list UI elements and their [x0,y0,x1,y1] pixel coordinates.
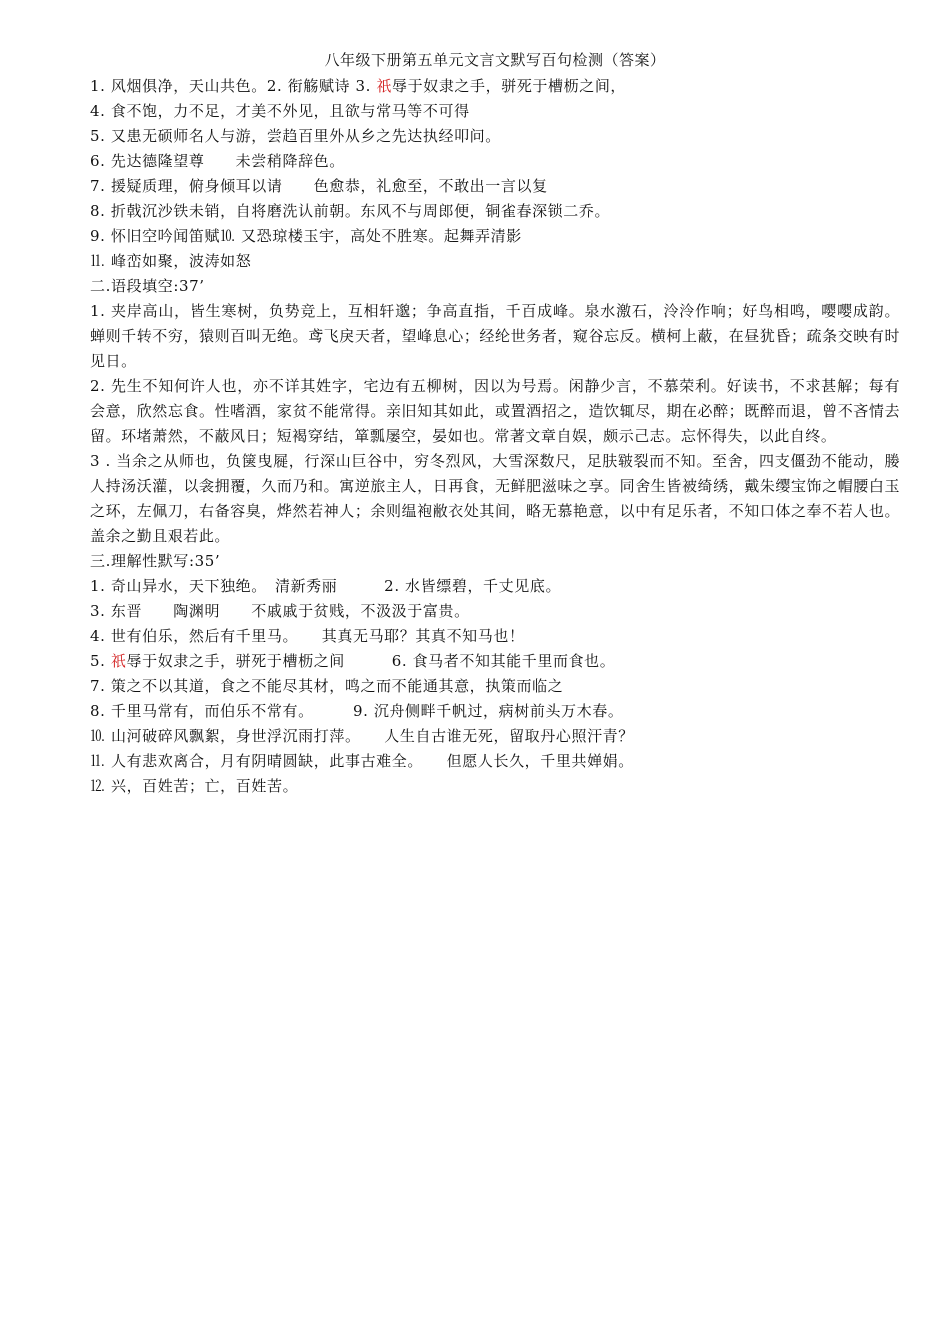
answer-line: 5. 又患无硕师名人与游，尝趋百里外从乡之先达执经叩问。 [90,127,501,145]
answer-line: 1. 奇山异水，天下独绝。 清新秀丽 2. 水皆缥碧，千丈见底。 [90,577,562,595]
answer-line: 3. 东晋 陶渊明 不戚戚于贫贱，不汲汲于富贵。 [90,602,470,620]
section-one [90,74,900,274]
answer-line: 8. 千里马常有，而伯乐不常有。 9. 沉舟侧畔千帆过，病树前头万木春。 [90,702,624,720]
answer-line: 9. 怀旧空吟闻笛赋⒑ 又恐琼楼玉宇，高处不胜寒。起舞弄清影 [90,227,522,245]
highlighted-character: 祇 [110,652,127,670]
answer-line: 6. 先达德隆望尊 未尝稍降辞色。 [90,152,345,170]
line-text: 辱于奴隶之手，骈死于槽枥之间 6. 食马者不知其能千里而食也。 [126,652,616,670]
document-title: 八年级下册第五单元文言文默写百句检测（答案） [324,51,666,69]
line-text: 5. [90,652,111,670]
passage-paragraph: 3 . 当余之从师也，负箧曳屣，行深山巨谷中，穷冬烈风，大雪深数尺，足肤皲裂而不知。至舍，四支僵劲不能动，媵人持汤沃灌，以衾拥覆，久而乃和。寓逆旅主人，日再食，无鲜肥滋味之享。同舍生皆被绮绣，戴朱缨宝饰之帽腰白玉之环，左佩刀，右备容臭，烨然若神人；余则缊袍敝衣处其间，略无慕艳意，以中有足乐者，不知口体之奉不若人也。盖余之勤且艰若此。 [90,452,900,545]
answer-line [90,74,900,99]
section-three [90,574,900,799]
section-two-heading: 二.语段填空:37’ [90,277,205,295]
answer-line: 7. 策之不以其道，食之不能尽其材，鸣之而不能通其意，执策而临之 [90,677,564,695]
answer-line: 4. 食不饱，力不足，才美不外见，且欲与常马等不可得 [90,102,470,120]
section-three-heading: 三.理解性默写:35’ [90,552,221,570]
line-text: 辱于奴隶之手，骈死于槽枥之间， [392,77,627,95]
answer-line: ⒒ 峰峦如聚，波涛如怒 [90,252,252,270]
answer-line: ⒒ 人有悲欢离合，月有阴晴圆缺，此事古难全。 但愿人长久，千里共婵娟。 [90,752,634,770]
document-page [90,48,900,799]
answer-line: 8. 折戟沉沙铁未销，自将磨洗认前朝。东风不与周郎便，铜雀春深锁二乔。 [90,202,611,220]
answer-line: 7. 援疑质理，俯身倾耳以请 色愈恭，礼愈至，不敢出一言以复 [90,177,548,195]
passage-paragraph: 2. 先生不知何许人也，亦不详其姓字，宅边有五柳树，因以为号焉。闲静少言，不慕荣利。好读书，不求甚解；每有会意，欣然忘食。性嗜酒，家贫不能常得。亲旧知其如此，或置酒招之，造饮辄尽，期在必醉；既醉而退，曾不吝情去留。环堵萧然，不蔽风日；短褐穿结，箪瓢屡空，晏如也。常著文章自娱，颇示己志。忘怀得失，以此自终。 [90,377,900,445]
answer-line: ⒓ 兴，百姓苦；亡，百姓苦。 [90,777,299,795]
passage-paragraph: 1. 夹岸高山，皆生寒树，负势竞上，互相轩邈；争高直指，千百成峰。泉水激石，泠泠作响；好鸟相鸣，嘤嘤成韵。蝉则千转不穷，猿则百叫无绝。鸢飞戾天者，望峰息心；经纶世务者，窥谷忘反。横柯上蔽，在昼犹昏；疏条交映有时见日。 [90,302,900,370]
answer-line [90,649,900,674]
answer-line: ⒑ 山河破碎风飘絮，身世浮沉雨打萍。 人生自古谁无死，留取丹心照汗青？ [90,727,634,745]
section-two [90,299,900,549]
highlighted-character: 祇 [376,77,393,95]
line-text: 1. 风烟俱净，天山共色。2. 衔觞赋诗 3. [90,77,377,95]
answer-line: 4. 世有伯乐，然后有千里马。 其真无马耶？其真不知马也！ [90,627,525,645]
